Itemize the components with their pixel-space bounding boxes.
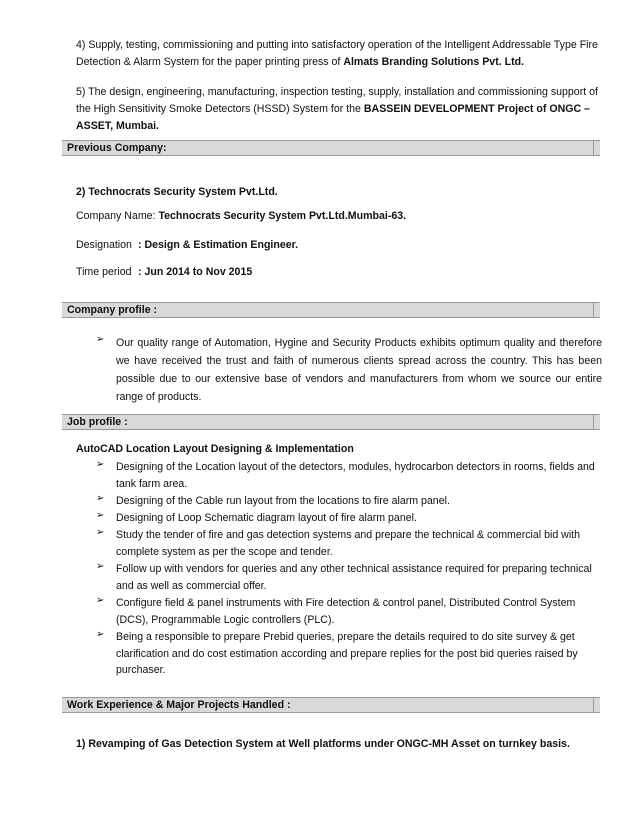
project-item-5-text: 5) The design, engineering, manufacturing, inspection testing, supply, installation and commissioning support of the High Sensitivity Smoke Detectors (HSSD) System for the <box>76 86 598 115</box>
arrow-bullet-icon: ➢ <box>96 334 105 345</box>
company-profile-text: Our quality range of Automation, Hygine and Security Products exhibits optimum quality and therefore we have received the trust and faith of numerous clients spread across the country. This has been possible due to our extensive base of vendors and manufacturers from whom we source our entire range of products. <box>116 337 602 403</box>
project-item-4-text: 4) Supply, testing, commissioning and putting into satisfactory operation of the Intelligent Addressable Type Fire Detection & Alarm System for the paper printing press of <box>76 39 598 68</box>
section-title-previous-company: Previous Company: <box>67 142 167 154</box>
arrow-bullet-icon: ➢ <box>96 510 105 521</box>
project-item-5-client: BASSEIN DEVELOPMENT Project of ONGC – ASSET, Mumbai. <box>76 103 590 132</box>
work-project-1: 1) Revamping of Gas Detection System at Well platforms under ONGC-MH Asset on turnkey basis. <box>76 738 570 750</box>
section-title-work-experience: Work Experience & Major Projects Handled : <box>67 699 291 711</box>
section-bar-previous-company <box>62 140 600 156</box>
company-name-value: Technocrats Security System Pvt.Ltd.Mumbai-63. <box>158 210 407 222</box>
job-profile-heading: AutoCAD Location Layout Designing & Implementation <box>76 443 354 455</box>
bar-divider <box>593 141 594 155</box>
section-bar-work-experience <box>62 697 600 713</box>
previous-company-heading: 2) Technocrats Security System Pvt.Ltd. <box>76 186 278 198</box>
section-bar-company-profile <box>62 302 600 318</box>
time-period-row <box>76 266 252 278</box>
list-item-text: Configure field & panel instruments with Fire detection & control panel, Distributed Control System (DCS), Programmable Logic controllers (PLC). <box>116 597 576 626</box>
designation-row <box>76 239 298 251</box>
list-item-text: Designing of Loop Schematic diagram layout of fire alarm panel. <box>116 512 417 524</box>
list-item-text: Follow up with vendors for queries and any other technical assistance required for preparing technical and as well as commercial offer. <box>116 563 592 592</box>
section-title-company-profile: Company profile : <box>67 304 158 316</box>
company-name-label: Company Name: <box>76 210 159 222</box>
bar-divider <box>593 698 594 712</box>
time-period-label: Time period <box>76 266 132 278</box>
arrow-bullet-icon: ➢ <box>96 561 105 572</box>
project-item-4 <box>76 37 604 71</box>
list-item-text: Designing of the Location layout of the detectors, modules, hydrocarbon detectors in rooms, fields and tank farm area. <box>116 461 595 490</box>
designation-value: : Design & Estimation Engineer. <box>138 239 299 251</box>
bar-divider <box>593 303 594 317</box>
section-bar-job-profile <box>62 414 600 430</box>
list-item-text: Designing of the Cable run layout from the locations to fire alarm panel. <box>116 495 450 507</box>
arrow-bullet-icon: ➢ <box>96 629 105 640</box>
list-item-text: Study the tender of fire and gas detection systems and prepare the technical & commercial bid with complete system as per the scope and tender. <box>116 529 581 558</box>
arrow-bullet-icon: ➢ <box>96 493 105 504</box>
project-item-5 <box>76 84 604 135</box>
section-title-job-profile: Job profile : <box>67 416 128 428</box>
company-name-row <box>76 210 406 222</box>
bar-divider <box>593 415 594 429</box>
list-item-text: Being a responsible to prepare Prebid queries, prepare the details required to do site survey & get clarification and do cost estimation according and prepare replies for the post bid queries raised by purchaser. <box>116 631 578 676</box>
arrow-bullet-icon: ➢ <box>96 459 105 470</box>
arrow-bullet-icon: ➢ <box>96 595 105 606</box>
project-item-4-client: Almats Branding Solutions Pvt. Ltd. <box>343 56 525 68</box>
time-period-value: : Jun 2014 to Nov 2015 <box>138 266 253 278</box>
designation-label: Designation <box>76 239 132 251</box>
arrow-bullet-icon: ➢ <box>96 527 105 538</box>
